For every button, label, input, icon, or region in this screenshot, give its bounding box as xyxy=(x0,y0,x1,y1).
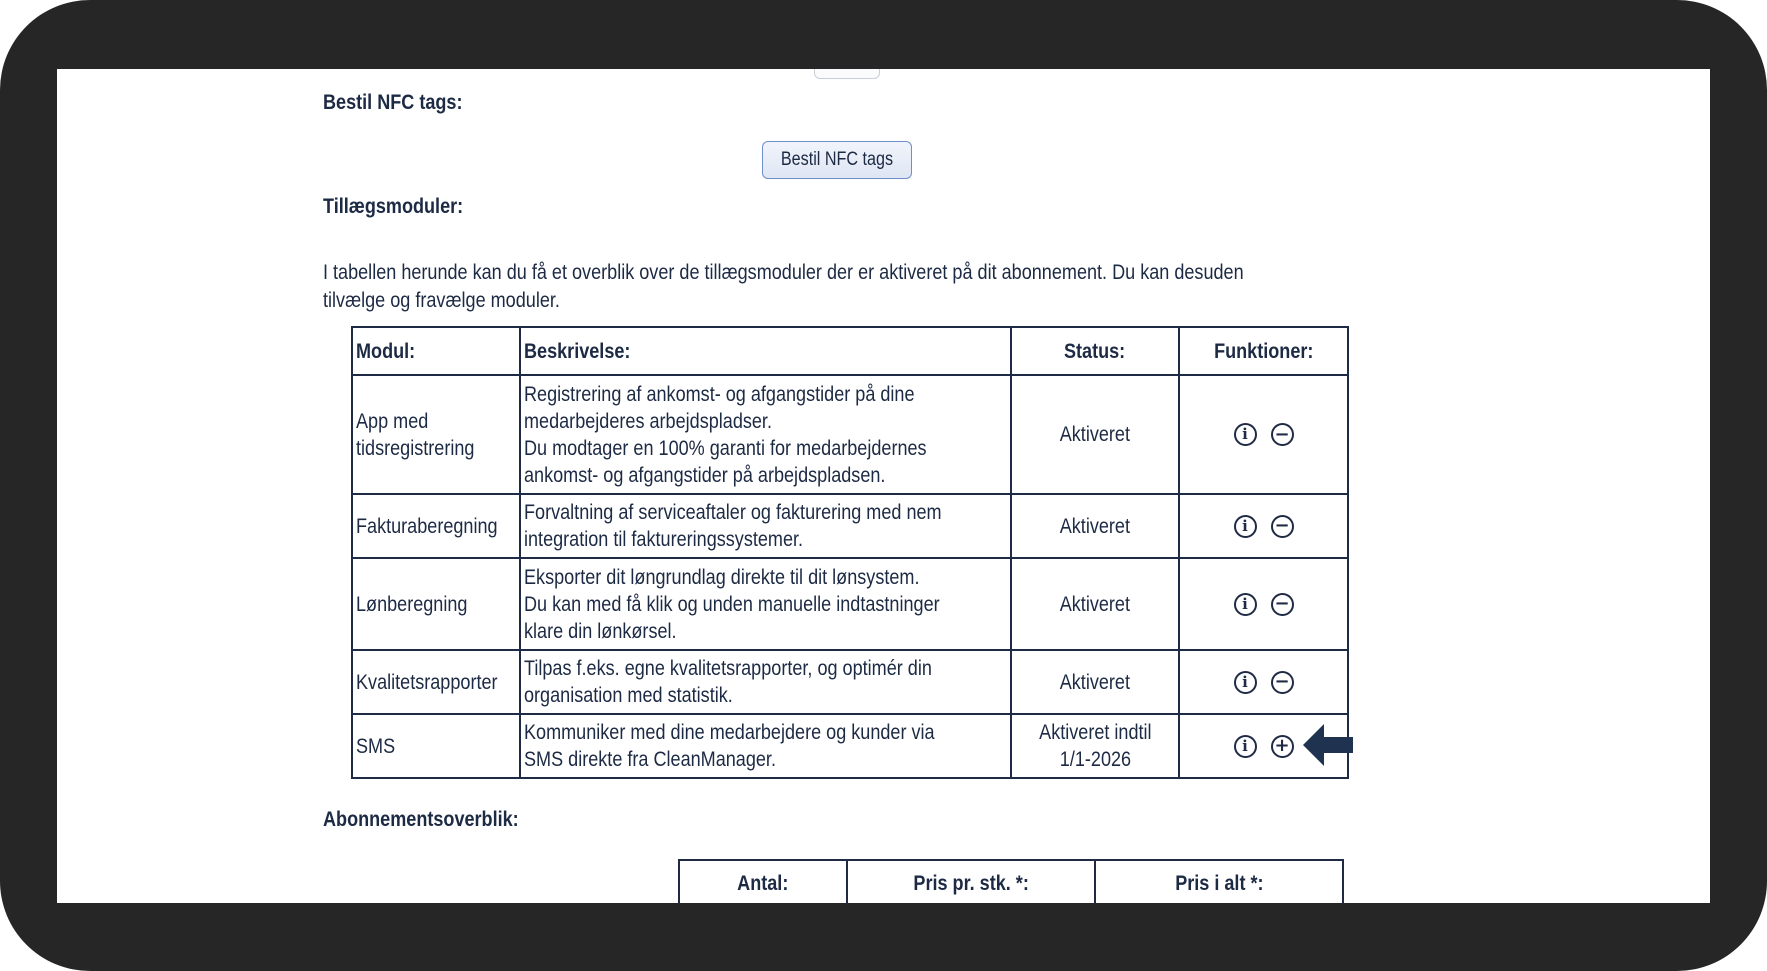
order-nfc-tags-button[interactable] xyxy=(762,141,912,179)
module-description-line: medarbejderes arbejdspladser. xyxy=(524,409,772,433)
intro-line: tilvælge og fravælge moduler. xyxy=(323,289,560,312)
table-row xyxy=(352,650,1348,714)
addon-modules-heading: Tillægsmoduler: xyxy=(323,195,464,218)
module-description-line: klare din lønkørsel. xyxy=(524,619,677,643)
column-header-total-price: Pris i alt *: xyxy=(1095,860,1343,903)
module-description-line: SMS direkte fra CleanManager. xyxy=(524,748,776,771)
column-header-unit-price: Pris pr. stk. *: xyxy=(847,860,1095,903)
table-row xyxy=(352,494,1348,558)
module-functions xyxy=(1179,375,1348,494)
module-description-line: Tilpas f.eks. egne kvalitetsrapporter, og optimér din xyxy=(524,657,932,680)
module-name xyxy=(352,558,520,650)
table-row xyxy=(352,714,1348,778)
module-status-line: Aktiveret xyxy=(1059,670,1131,694)
column-header-quantity: Antal: xyxy=(679,860,847,903)
module-status xyxy=(1011,714,1179,778)
module-functions xyxy=(1179,494,1348,558)
module-status xyxy=(1011,650,1179,714)
module-description-line: integration til faktureringssystemer. xyxy=(524,528,804,551)
table-header-row xyxy=(679,860,1343,903)
info-icon[interactable]: i xyxy=(1234,515,1257,538)
info-icon[interactable]: i xyxy=(1234,735,1257,758)
module-description-line: Forvaltning af serviceaftaler og fakturering med nem xyxy=(524,501,942,524)
screen xyxy=(57,69,1710,903)
module-name xyxy=(352,494,520,558)
module-description xyxy=(520,375,1011,494)
column-header-module: Modul: xyxy=(352,327,520,375)
module-name xyxy=(352,375,520,494)
minus-circle-icon[interactable]: − xyxy=(1271,515,1294,538)
module-description-line: Du modtager en 100% garanti for medarbejdernes xyxy=(524,436,927,460)
table-row xyxy=(352,375,1348,494)
minus-circle-icon[interactable]: − xyxy=(1271,671,1294,694)
module-name-line: SMS xyxy=(356,734,396,758)
module-status xyxy=(1011,558,1179,650)
module-status xyxy=(1011,375,1179,494)
module-name-line: App med xyxy=(356,409,429,433)
module-description xyxy=(520,650,1011,714)
module-status-line: Aktiveret xyxy=(1059,592,1131,616)
column-header-status: Status: xyxy=(1011,327,1179,375)
info-icon[interactable]: i xyxy=(1234,593,1257,616)
table-row xyxy=(352,558,1348,650)
order-nfc-tags-button-label: Bestil NFC tags xyxy=(780,149,894,170)
module-name-line: Lønberegning xyxy=(356,592,468,616)
module-functions xyxy=(1179,650,1348,714)
module-name-line: Fakturaberegning xyxy=(356,514,498,538)
module-description-line: Eksporter dit løngrundlag direkte til dit lønsystem. xyxy=(524,565,920,589)
subscription-overview-heading: Abonnementsoverblik: xyxy=(323,808,519,831)
minus-circle-icon[interactable]: − xyxy=(1271,423,1294,446)
module-description xyxy=(520,714,1011,778)
module-functions xyxy=(1179,558,1348,650)
minus-circle-icon[interactable]: − xyxy=(1271,593,1294,616)
module-name-line: Kvalitetsrapporter xyxy=(356,670,498,694)
addon-modules-intro xyxy=(323,259,1443,315)
table-header-row xyxy=(352,327,1348,375)
module-status-line: Aktiveret xyxy=(1059,423,1131,446)
module-description-line: Registrering af ankomst- og afgangstider på dine xyxy=(524,382,915,406)
nfc-heading: Bestil NFC tags: xyxy=(323,91,463,114)
module-status-line: Aktiveret xyxy=(1059,514,1131,538)
module-description-line: Du kan med få klik og unden manuelle indtastninger xyxy=(524,592,940,616)
module-description xyxy=(520,558,1011,650)
module-status xyxy=(1011,494,1179,558)
column-header-description: Beskrivelse: xyxy=(520,327,1011,375)
collapsed-tab[interactable] xyxy=(814,69,880,79)
module-status-line: Aktiveret indtil xyxy=(1038,721,1152,744)
module-status-line: 1/1-2026 xyxy=(1059,748,1131,771)
column-header-functions: Funktioner: xyxy=(1179,327,1348,375)
module-description-line: organisation med statistik. xyxy=(524,684,733,707)
module-name xyxy=(352,650,520,714)
info-icon[interactable]: i xyxy=(1234,423,1257,446)
module-description-line: ankomst- og afgangstider på arbejdspladsen. xyxy=(524,463,886,487)
module-name-line: tidsregistrering xyxy=(356,436,475,460)
intro-line: I tabellen herunde kan du få et overblik over de tillægsmoduler der er aktiveret på dit abonnement. Du kan desuden xyxy=(323,261,1244,284)
arrow-left-icon xyxy=(1301,722,1357,768)
module-name xyxy=(352,714,520,778)
plus-circle-icon[interactable]: + xyxy=(1271,735,1294,758)
module-description-line: Kommuniker med dine medarbejdere og kunder via xyxy=(524,721,935,744)
info-icon[interactable]: i xyxy=(1234,671,1257,694)
module-description xyxy=(520,494,1011,558)
addon-modules-table xyxy=(351,326,1349,779)
subscription-overview-table xyxy=(678,859,1344,903)
